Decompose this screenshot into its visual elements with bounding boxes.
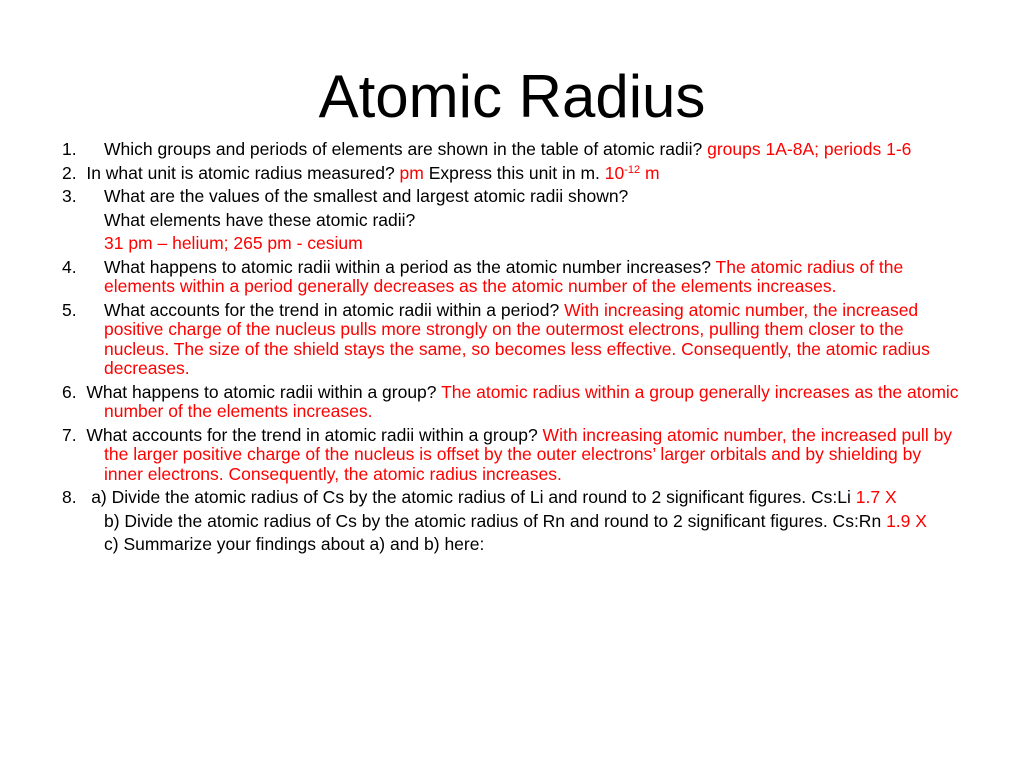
question-item-7	[62, 426, 962, 485]
question-item-5	[62, 301, 962, 379]
slide-title: Atomic Radius	[318, 63, 706, 130]
item-prefix: 6.	[62, 381, 87, 402]
item-number: 1.	[62, 139, 77, 159]
question-text: What accounts for the trend in atomic radii within a group?	[86, 424, 538, 445]
question-item-2	[62, 164, 962, 184]
part-c-text: c) Summarize your findings about a) and b) here:	[104, 534, 485, 554]
answer-text: groups 1A-8A; periods 1-6	[707, 139, 912, 159]
answer-text-2	[605, 163, 660, 183]
question-text-2: What elements have these atomic radii?	[104, 209, 416, 230]
question-item-1	[62, 140, 962, 160]
answer-text: 31 pm – helium; 265 pm - cesium	[104, 233, 363, 253]
question-text: In what unit is atomic radius measured?	[86, 162, 395, 183]
item-number: 4.	[62, 256, 77, 277]
item-prefix: 8.	[62, 487, 92, 507]
part-b-text: b) Divide the atomic radius of Cs by the atomic radius of Rn and round to 2 significant figures. Cs:Rn	[104, 510, 882, 531]
question-item-8	[62, 488, 962, 508]
answer-base: 10	[604, 162, 625, 183]
question-text-2: Express this unit in m.	[428, 162, 600, 183]
question-text: What happens to atomic radii within a period as the atomic number increases?	[104, 256, 711, 277]
item-prefix: 7.	[62, 424, 87, 445]
answer-text: With increasing atomic number, the increased positive charge of the nucleus pulls more strongly on the outermost electrons, pulling them closer to the nucleus. The size of the shield stays the same, so becomes less effective. Consequently, the atomic radius decreases.	[104, 299, 930, 378]
question-item-4	[62, 258, 962, 297]
answer-exponent: -12	[624, 163, 641, 176]
question-text: What are the values of the smallest and largest atomic radii shown?	[104, 186, 629, 206]
answer-text: The atomic radius within a group generally increases as the atomic number of the elements increases.	[104, 381, 959, 421]
question-list	[62, 140, 962, 559]
question-text: Which groups and periods of elements are shown in the table of atomic radii?	[104, 139, 703, 159]
item-text	[104, 301, 962, 379]
item-prefix: 2.	[62, 162, 87, 183]
answer-unit: m	[645, 162, 660, 183]
item-number: 5.	[62, 299, 77, 320]
question-text: What accounts for the trend in atomic radii within a period?	[104, 299, 560, 320]
question-item-6	[62, 383, 962, 422]
item-text	[104, 140, 962, 160]
answer-text: With increasing atomic number, the increased pull by the larger positive charge of the nucleus is offset by the outer electrons’ larger orbitals and by shielding by inner electrons. Consequently, the atomic radius increases.	[104, 424, 953, 484]
item-text	[104, 258, 962, 297]
item-number: 3.	[62, 186, 77, 206]
question-item-3	[62, 187, 962, 207]
part-a-text: a) Divide the atomic radius of Cs by the atomic radius of Li and round to 2 significant figures. Cs:Li	[91, 487, 851, 507]
part-b	[62, 512, 962, 532]
question-text: What happens to atomic radii within a group?	[86, 381, 437, 402]
part-b-answer: 1.9 X	[886, 510, 927, 531]
answer-text: pm	[399, 162, 424, 183]
answer-text: The atomic radius of the elements within a period generally decreases as the atomic number of the elements increases.	[104, 256, 904, 296]
part-a-answer: 1.7 X	[855, 487, 897, 507]
